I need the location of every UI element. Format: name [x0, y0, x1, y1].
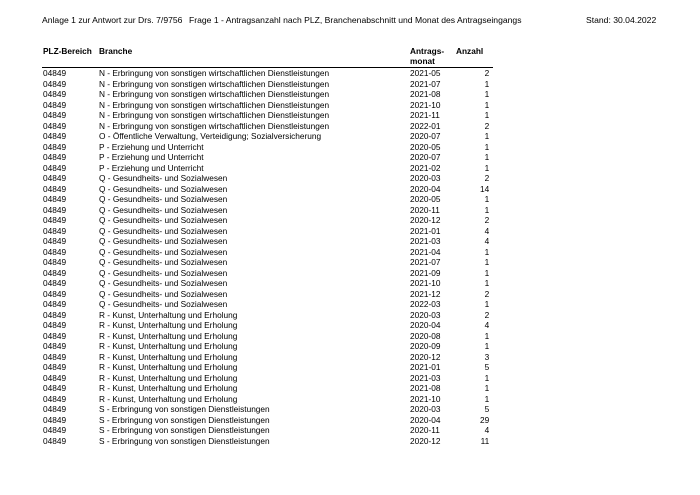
table-row [42, 89, 493, 100]
cell-antragsmonat: 2021-01 [410, 362, 441, 372]
cell-antragsmonat: 2020-11 [410, 204, 440, 215]
cell-anzahl: 1 [484, 99, 490, 110]
cell-anzahl: 1 [484, 383, 490, 393]
cell-branche: N - Erbringung von sonstigen wirtschaftlichen Dienstleistungen [99, 68, 330, 78]
cell-plz: 04849 [43, 162, 67, 173]
cell-plz: 04849 [43, 194, 67, 204]
cell-plz: 04849 [43, 246, 67, 257]
cell-branche: Q - Gesundheits- und Sozialwesen [99, 236, 228, 246]
cell-antragsmonat: 2020-04 [410, 320, 441, 330]
cell-antragsmonat: 2021-03 [410, 372, 441, 383]
cell-plz: 04849 [43, 383, 67, 393]
table-row [42, 184, 493, 195]
cell-branche: P - Erziehung und Unterricht [99, 162, 204, 173]
cell-branche: R - Kunst, Unterhaltung und Erholung [99, 362, 238, 372]
cell-plz: 04849 [43, 425, 67, 435]
cell-anzahl: 3 [484, 351, 490, 362]
cell-anzahl: 1 [484, 78, 490, 89]
cell-anzahl: 2 [484, 215, 490, 225]
table-row [42, 152, 493, 163]
cell-antragsmonat: 2020-03 [410, 404, 441, 414]
cell-plz: 04849 [43, 110, 67, 120]
cell-antragsmonat: 2020-09 [410, 341, 441, 351]
cell-anzahl: 2 [484, 68, 490, 78]
cell-antragsmonat: 2021-08 [410, 383, 441, 393]
cell-anzahl: 1 [484, 194, 490, 204]
table-row [42, 425, 493, 436]
cell-plz: 04849 [43, 225, 67, 236]
cell-antragsmonat: 2022-01 [410, 120, 441, 131]
cell-anzahl: 1 [484, 89, 490, 99]
cell-antragsmonat: 2021-10 [410, 393, 441, 404]
cell-anzahl: 1 [484, 152, 490, 162]
column-header-branche: Branche [98, 46, 409, 68]
cell-branche: Q - Gesundheits- und Sozialwesen [99, 278, 228, 288]
cell-branche: Q - Gesundheits- und Sozialwesen [99, 299, 228, 309]
cell-branche: Q - Gesundheits- und Sozialwesen [99, 183, 228, 194]
document-reference: Anlage 1 zur Antwort zur Drs. 7/9756 [42, 15, 183, 25]
cell-plz: 04849 [43, 414, 67, 425]
cell-anzahl: 4 [484, 425, 490, 435]
cell-antragsmonat: 2021-11 [410, 110, 440, 120]
cell-branche: P - Erziehung und Unterricht [99, 152, 204, 162]
cell-plz: 04849 [43, 393, 67, 404]
cell-antragsmonat: 2020-12 [410, 435, 441, 446]
cell-anzahl: 2 [484, 309, 490, 320]
cell-branche: N - Erbringung von sonstigen wirtschaftlichen Dienstleistungen [99, 99, 330, 110]
cell-antragsmonat: 2020-04 [410, 183, 441, 194]
cell-branche: S - Erbringung von sonstigen Dienstleistungen [99, 404, 270, 414]
cell-anzahl: 1 [484, 141, 490, 152]
cell-plz: 04849 [43, 288, 67, 299]
page-header [0, 15, 700, 29]
cell-plz: 04849 [43, 173, 67, 183]
table-row [42, 247, 493, 258]
cell-antragsmonat: 2020-05 [410, 194, 441, 204]
cell-anzahl: 29 [479, 414, 490, 425]
cell-antragsmonat: 2020-12 [410, 351, 441, 362]
cell-plz: 04849 [43, 372, 67, 383]
cell-branche: Q - Gesundheits- und Sozialwesen [99, 246, 228, 257]
table-row [42, 373, 493, 384]
cell-branche: N - Erbringung von sonstigen wirtschaftlichen Dienstleistungen [99, 110, 330, 120]
cell-antragsmonat: 2022-03 [410, 299, 441, 309]
table-row [42, 205, 493, 216]
cell-branche: N - Erbringung von sonstigen wirtschaftlichen Dienstleistungen [99, 89, 330, 99]
cell-antragsmonat: 2020-03 [410, 309, 441, 320]
cell-antragsmonat: 2021-05 [410, 68, 441, 78]
cell-plz: 04849 [43, 330, 67, 341]
table-header-row [42, 46, 493, 68]
cell-anzahl: 4 [484, 320, 490, 330]
cell-branche: R - Kunst, Unterhaltung und Erholung [99, 383, 238, 393]
cell-antragsmonat: 2021-01 [410, 225, 441, 236]
cell-anzahl: 1 [484, 330, 490, 341]
cell-antragsmonat: 2020-03 [410, 173, 441, 183]
cell-plz: 04849 [43, 152, 67, 162]
cell-branche: S - Erbringung von sonstigen Dienstleistungen [99, 414, 270, 425]
cell-plz: 04849 [43, 183, 67, 194]
cell-branche: Q - Gesundheits- und Sozialwesen [99, 194, 228, 204]
table-row [42, 110, 493, 121]
cell-branche: S - Erbringung von sonstigen Dienstleistungen [99, 425, 270, 435]
table-body [42, 68, 493, 447]
cell-plz: 04849 [43, 435, 67, 446]
cell-anzahl: 1 [484, 278, 490, 288]
cell-anzahl: 4 [484, 236, 490, 246]
cell-anzahl: 1 [484, 393, 490, 404]
table-row [42, 68, 493, 79]
cell-plz: 04849 [43, 362, 67, 372]
table-row [42, 404, 493, 415]
cell-antragsmonat: 2021-12 [410, 288, 441, 299]
table-row [42, 257, 493, 268]
cell-antragsmonat: 2020-08 [410, 330, 441, 341]
cell-plz: 04849 [43, 78, 67, 89]
cell-antragsmonat: 2021-03 [410, 236, 441, 246]
column-header-plz: PLZ-Bereich [42, 46, 98, 68]
cell-antragsmonat: 2021-02 [410, 162, 441, 173]
cell-branche: N - Erbringung von sonstigen wirtschaftlichen Dienstleistungen [99, 78, 330, 89]
table-row [42, 278, 493, 289]
cell-branche: Q - Gesundheits- und Sozialwesen [99, 257, 228, 267]
cell-anzahl: 1 [484, 110, 490, 120]
cell-anzahl: 1 [484, 246, 490, 257]
table-row [42, 163, 493, 174]
cell-antragsmonat: 2021-08 [410, 89, 441, 99]
table-row [42, 100, 493, 111]
table-row [42, 215, 493, 226]
cell-branche: Q - Gesundheits- und Sozialwesen [99, 288, 228, 299]
cell-branche: Q - Gesundheits- und Sozialwesen [99, 204, 228, 215]
cell-plz: 04849 [43, 267, 67, 278]
cell-plz: 04849 [43, 404, 67, 414]
cell-antragsmonat: 2020-11 [410, 425, 440, 435]
cell-antragsmonat: 2021-09 [410, 267, 441, 278]
table-row [42, 436, 493, 447]
cell-plz: 04849 [43, 89, 67, 99]
cell-plz: 04849 [43, 257, 67, 267]
cell-plz: 04849 [43, 351, 67, 362]
cell-plz: 04849 [43, 204, 67, 215]
table-row [42, 121, 493, 132]
table-row [42, 362, 493, 373]
cell-plz: 04849 [43, 299, 67, 309]
table-row [42, 394, 493, 405]
cell-antragsmonat: 2021-10 [410, 99, 441, 110]
cell-branche: R - Kunst, Unterhaltung und Erholung [99, 372, 238, 383]
cell-antragsmonat: 2021-07 [410, 257, 441, 267]
cell-anzahl: 1 [484, 299, 490, 309]
cell-branche: Q - Gesundheits- und Sozialwesen [99, 215, 228, 225]
cell-plz: 04849 [43, 309, 67, 320]
table-row [42, 299, 493, 310]
cell-anzahl: 11 [480, 435, 490, 446]
table-row [42, 131, 493, 142]
cell-antragsmonat: 2021-04 [410, 246, 441, 257]
cell-anzahl: 5 [484, 404, 490, 414]
cell-branche: O - Öffentliche Verwaltung, Verteidigung; Sozialversicherung [99, 131, 322, 141]
table-row [42, 289, 493, 300]
table-row [42, 320, 493, 331]
cell-antragsmonat: 2020-07 [410, 131, 441, 141]
table-row [42, 194, 493, 205]
column-header-antragsmonat: Antrags- monat [409, 46, 455, 68]
table-row [42, 142, 493, 153]
cell-plz: 04849 [43, 236, 67, 246]
cell-branche: S - Erbringung von sonstigen Dienstleistungen [99, 435, 270, 446]
cell-plz: 04849 [43, 341, 67, 351]
cell-plz: 04849 [43, 131, 67, 141]
cell-plz: 04849 [43, 68, 67, 78]
cell-anzahl: 1 [484, 372, 490, 383]
cell-anzahl: 2 [484, 120, 490, 131]
cell-anzahl: 1 [484, 204, 490, 215]
table-row [42, 352, 493, 363]
cell-antragsmonat: 2020-12 [410, 215, 441, 225]
cell-anzahl: 1 [484, 267, 490, 278]
cell-branche: R - Kunst, Unterhaltung und Erholung [99, 341, 238, 351]
cell-branche: R - Kunst, Unterhaltung und Erholung [99, 320, 238, 330]
cell-branche: N - Erbringung von sonstigen wirtschaftlichen Dienstleistungen [99, 120, 330, 131]
cell-antragsmonat: 2020-05 [410, 141, 441, 152]
cell-branche: R - Kunst, Unterhaltung und Erholung [99, 351, 238, 362]
applications-table [42, 46, 493, 446]
column-header-anzahl: Anzahl [455, 46, 493, 68]
cell-antragsmonat: 2021-07 [410, 78, 441, 89]
document-title: Frage 1 - Antragsanzahl nach PLZ, Branchenabschnitt und Monat des Antragseingangs [189, 15, 522, 25]
cell-branche: P - Erziehung und Unterricht [99, 141, 204, 152]
table-row [42, 236, 493, 247]
cell-plz: 04849 [43, 99, 67, 110]
cell-anzahl: 4 [484, 225, 490, 236]
cell-plz: 04849 [43, 120, 67, 131]
cell-plz: 04849 [43, 215, 67, 225]
cell-branche: Q - Gesundheits- und Sozialwesen [99, 173, 228, 183]
cell-anzahl: 14 [479, 183, 490, 194]
cell-anzahl: 1 [484, 131, 490, 141]
cell-antragsmonat: 2020-04 [410, 414, 441, 425]
table-row [42, 268, 493, 279]
cell-anzahl: 5 [484, 362, 490, 372]
cell-branche: Q - Gesundheits- und Sozialwesen [99, 225, 228, 236]
document-date: Stand: 30.04.2022 [586, 15, 657, 25]
table-row [42, 79, 493, 90]
cell-antragsmonat: 2020-07 [410, 152, 441, 162]
cell-branche: R - Kunst, Unterhaltung und Erholung [99, 309, 238, 320]
cell-anzahl: 1 [484, 162, 490, 173]
cell-branche: R - Kunst, Unterhaltung und Erholung [99, 330, 238, 341]
table-row [42, 415, 493, 426]
table-row [42, 173, 493, 184]
table-row [42, 383, 493, 394]
cell-plz: 04849 [43, 141, 67, 152]
cell-branche: R - Kunst, Unterhaltung und Erholung [99, 393, 238, 404]
table-row [42, 331, 493, 342]
cell-plz: 04849 [43, 320, 67, 330]
cell-anzahl: 2 [484, 173, 490, 183]
table-row [42, 341, 493, 352]
cell-anzahl: 2 [484, 288, 490, 299]
cell-anzahl: 1 [484, 341, 490, 351]
cell-plz: 04849 [43, 278, 67, 288]
cell-branche: Q - Gesundheits- und Sozialwesen [99, 267, 228, 278]
cell-antragsmonat: 2021-10 [410, 278, 441, 288]
table-row [42, 226, 493, 237]
table-row [42, 310, 493, 321]
cell-anzahl: 1 [484, 257, 490, 267]
